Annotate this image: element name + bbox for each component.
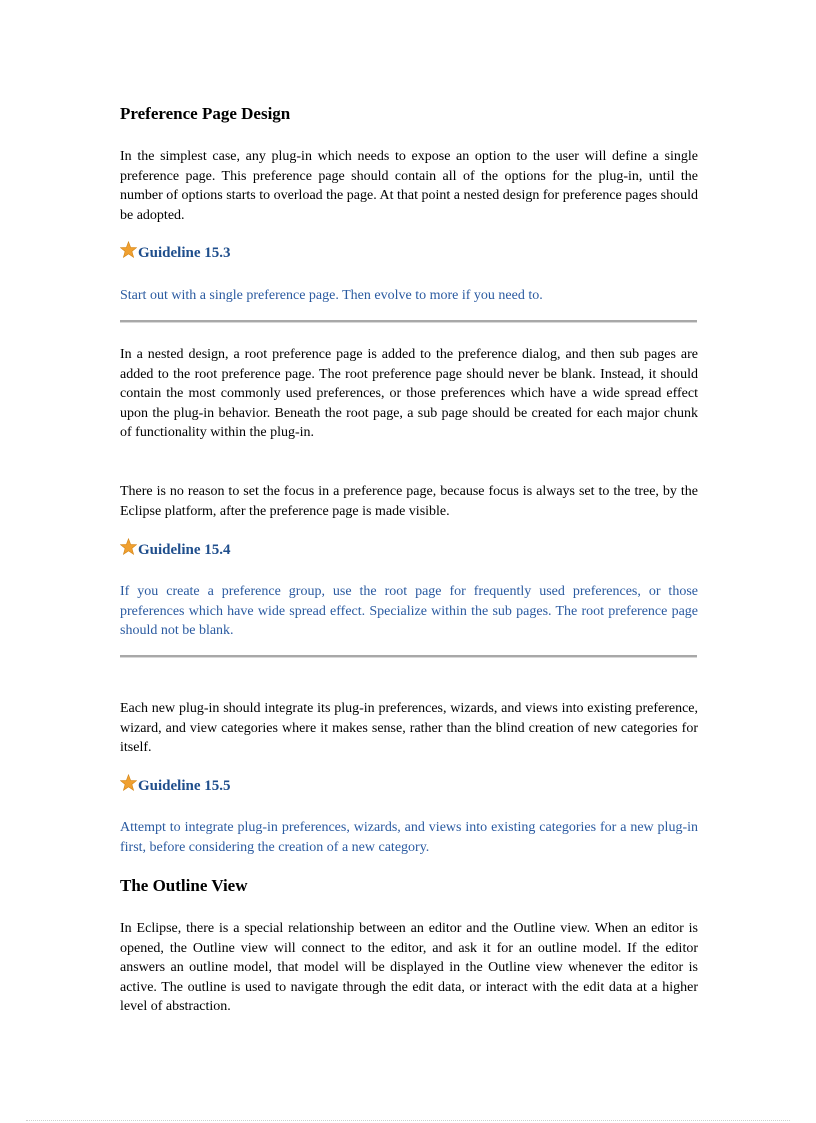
star-icon (120, 774, 137, 791)
guideline-label: Guideline 15.4 (138, 542, 231, 558)
paragraph-simplest-case: In the simplest case, any plug-in which needs to expose an option to the user will define a single preference page. This preference page should contain all of the options for the plug-in, until the number of options starts to overload the page. At that point a nested design for preference pages should be adopted. (120, 149, 698, 223)
guideline-label: Guideline 15.5 (138, 778, 231, 794)
star-icon (120, 241, 137, 258)
guideline-heading-15-5 (120, 777, 698, 795)
guideline-label: Guideline 15.3 (138, 245, 231, 261)
paragraph-integrate: Each new plug-in should integrate its plug-in preferences, wizards, and views into existing preference, wizard, and view categories where it makes sense, rather than the blind creation of new categories for itself. (120, 701, 698, 756)
section-title-preference-page-design: Preference Page Design (120, 104, 291, 123)
guideline-heading-15-3 (120, 244, 698, 262)
guideline-heading-15-4 (120, 541, 698, 559)
paragraph-outline-view: In Eclipse, there is a special relationship between an editor and the Outline view. When an editor is opened, the Outline view will connect to the editor, and ask it for an outline model. If the editor answers an outline model, that model will be displayed in the Outline view whenever the editor is active. The outline is used to navigate through the edit data, or interact with the edit data at a higher level of abstraction. (120, 921, 698, 1015)
divider-rule (120, 320, 697, 323)
section-title-outline-view: The Outline View (120, 876, 248, 895)
guideline-text-15-3: Start out with a single preference page. Then evolve to more if you need to. (120, 288, 543, 303)
paragraph-nested-design: In a nested design, a root preference page is added to the preference dialog, and then sub pages are added to the root preference page. The root preference page should never be blank. Instead, it should contain the most commonly used preferences, or those preferences which have a wide spread effect upon the plug-in behavior. Beneath the root page, a sub page should be created for each major chunk of functionality within the plug-in. (120, 347, 698, 441)
guideline-text-15-5: Attempt to integrate plug-in preferences, wizards, and views into existing categories for a new plug-in first, before considering the creation of a new category. (120, 820, 698, 855)
star-icon (120, 538, 137, 555)
page-bottom-border (26, 1120, 790, 1121)
paragraph-focus: There is no reason to set the focus in a preference page, because focus is always set to the tree, by the Eclipse platform, after the preference page is made visible. (120, 484, 698, 519)
guideline-text-15-4: If you create a preference group, use the root page for frequently used preferences, or those preferences which have wide spread effect. Specialize within the sub pages. The root preference page should not be blank. (120, 584, 698, 639)
divider-rule (120, 655, 697, 658)
